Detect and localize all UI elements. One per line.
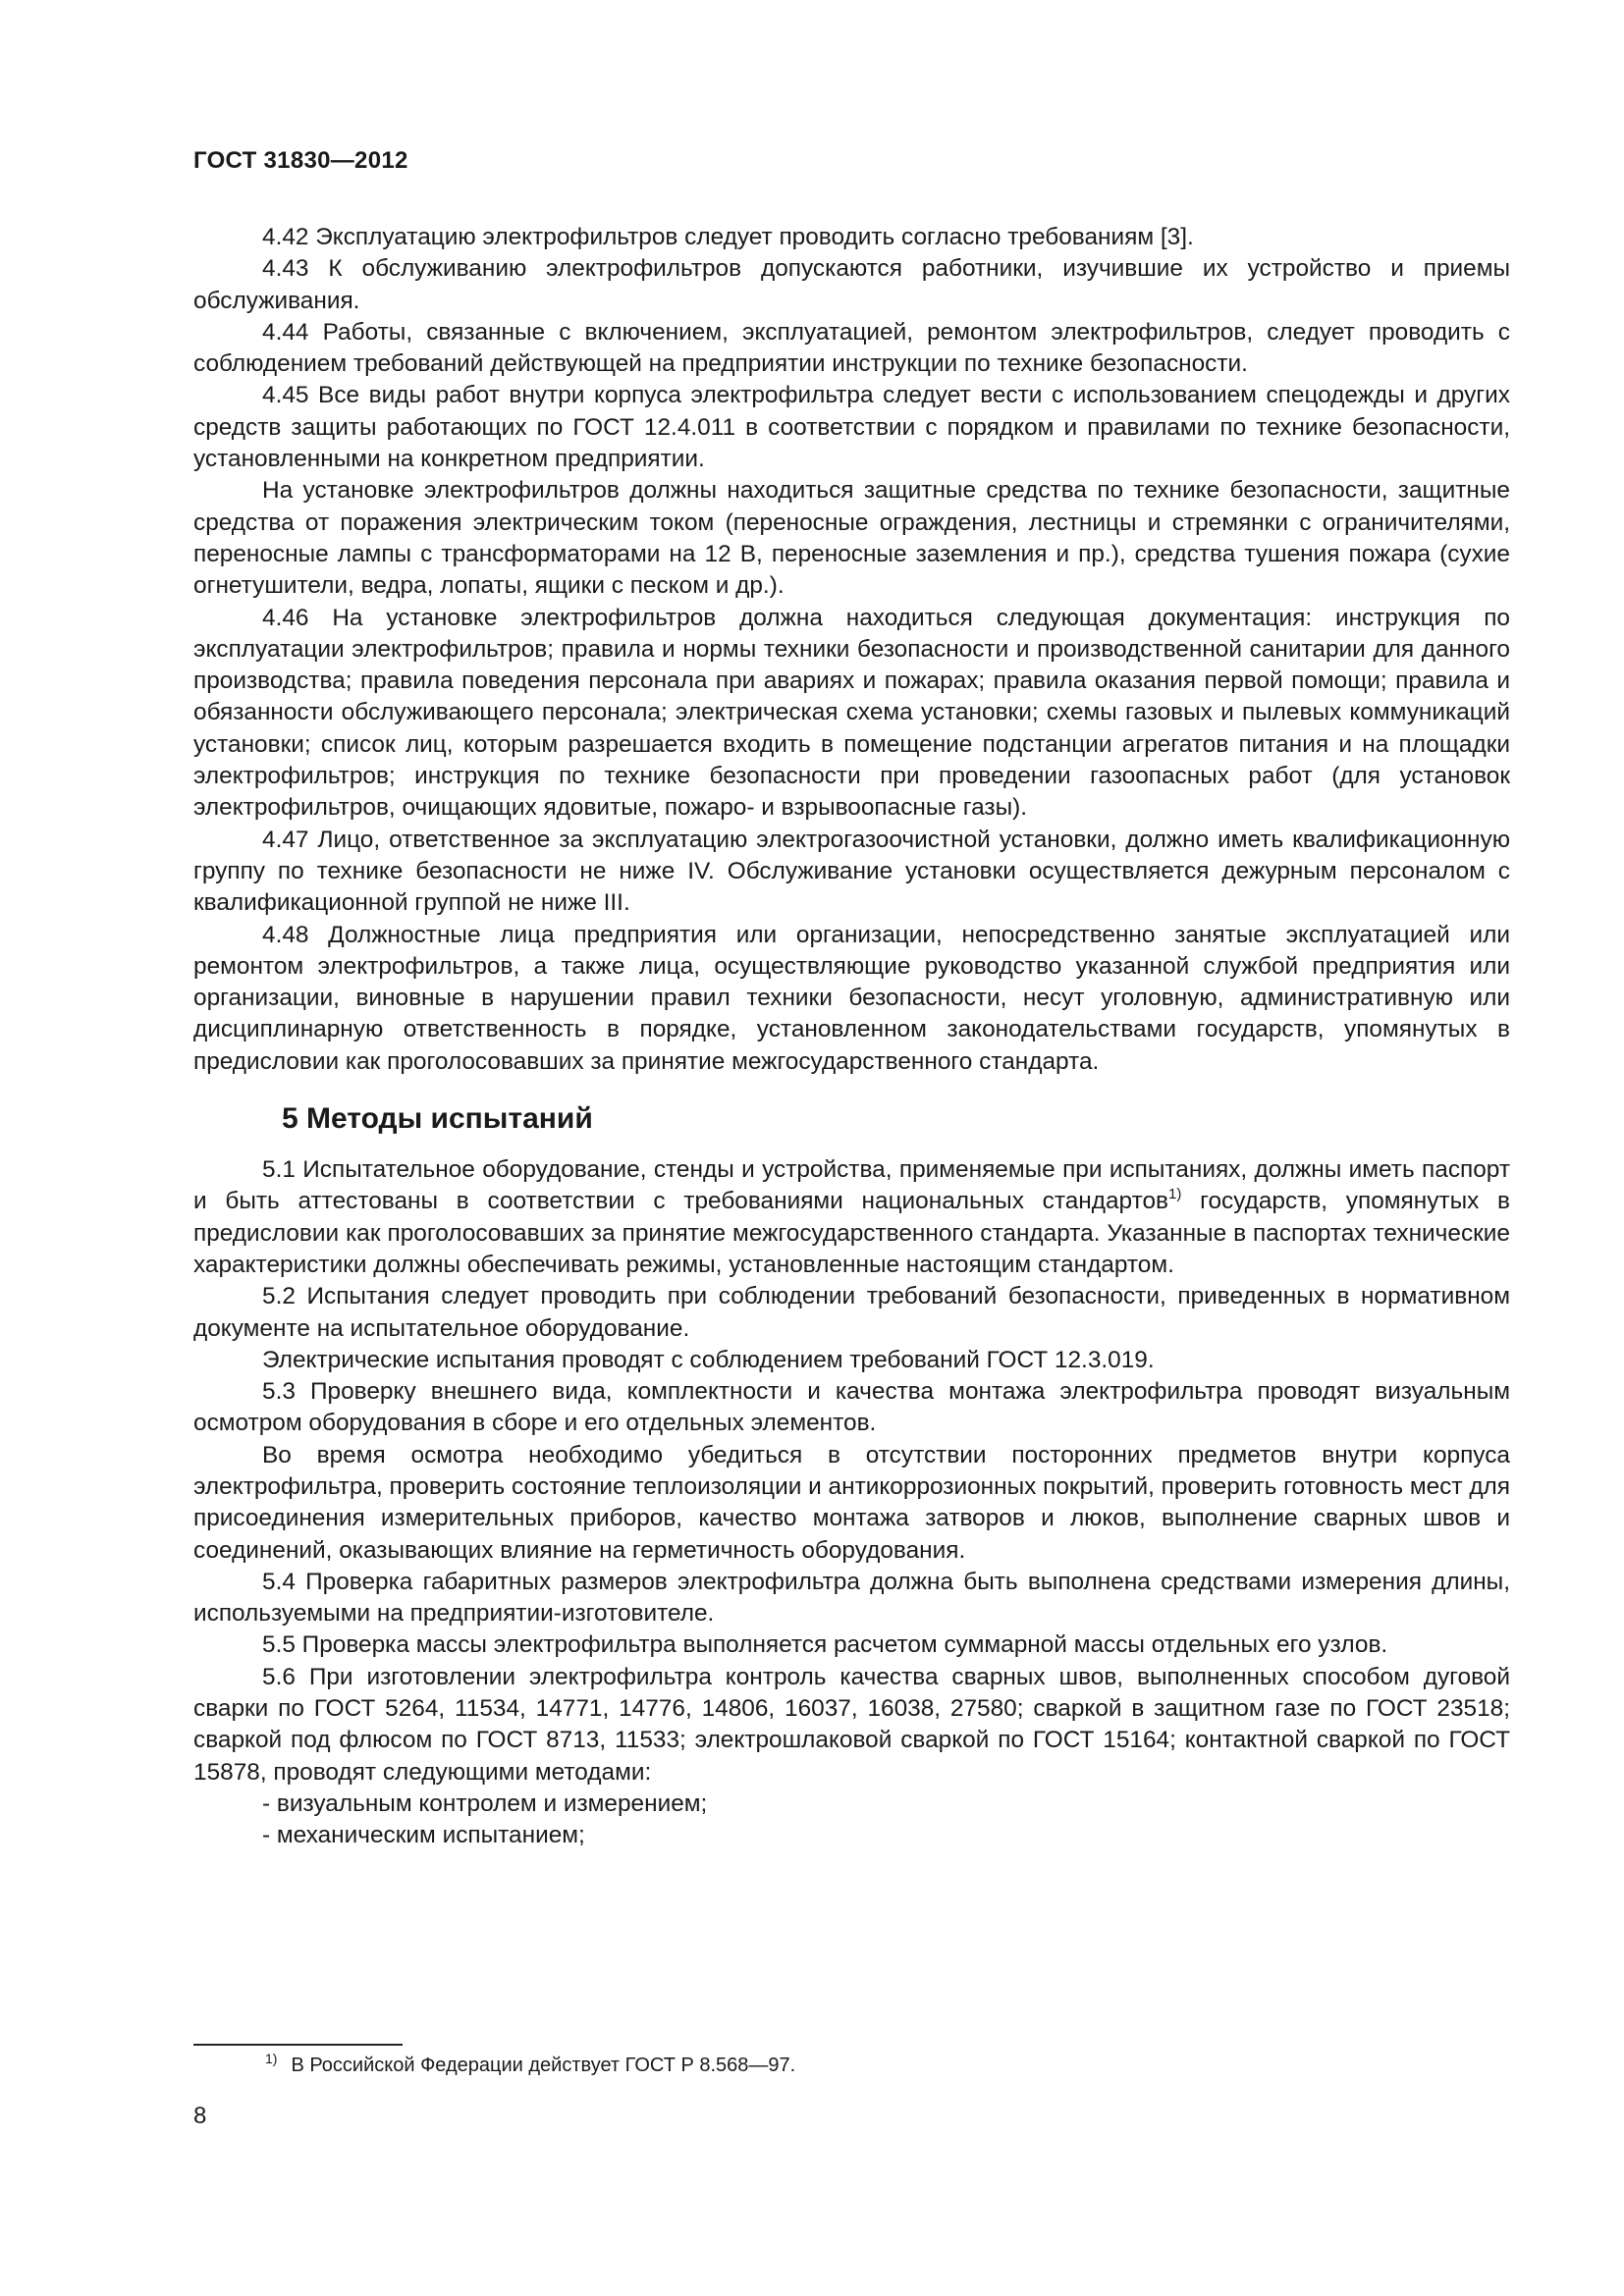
list-item: - визуальным контролем и измерением; — [262, 1789, 708, 1817]
footnote — [265, 2052, 795, 2079]
paragraph-5-1-text-after: государств, упомянутых в предисловии как проголосовавших за принятие межгосударственного стандарта. Указанные в паспортах технические характеристики должны обеспечивать режимы, установленные настоящим стандартом. — [193, 1188, 1511, 1278]
paragraph-4-46: 4.46 На установке электрофильтров должна находиться следующая документация: инструкция по эксплуатации электрофильтров; правила и нормы техники безопасности и производственной санитарии для данного производства; правила поведения персонала при авариях и пожарах; правила оказания первой помощи; правила и обязанности обслуживающего персонала; электрическая схема установки; схемы газовых и пылевых коммуникаций установки; список лиц, которым разрешается входить в помещение подстанции агрегатов питания и на площадки электрофильтров; инструкция по технике безопасности при проведении газоопасных работ (для установок электрофильтров, очищающих ядовитые, пожаро- и взрывоопасные газы). — [193, 604, 1510, 822]
paragraph-5-2-electrical: Электрические испытания проводят с соблюдением требований ГОСТ 12.3.019. — [262, 1346, 1155, 1373]
footnote-mark: 1) — [265, 2051, 278, 2066]
paragraph-5-5: 5.5 Проверка массы электрофильтра выполняется расчетом суммарной массы отдельных его узлов. — [262, 1631, 1388, 1659]
paragraph-5-4: 5.4 Проверка габаритных размеров электрофильтра должна быть выполнена средствами измерения длины, используемыми на предприятии-изготовителе. — [193, 1568, 1510, 1628]
paragraph-5-1 — [193, 1154, 1510, 1281]
paragraph-4-48: 4.48 Должностные лица предприятия или организации, непосредственно занятые эксплуатацией или ремонтом электрофильтров, а также лица, осуществляющие руководство указанной службой предприятия или организации, виновные в нарушении правил техники безопасности, несут уголовную, административную или дисциплинарную ответственность в порядке, установленном законодательствами государств, упомянутых в предисловии как проголосовавших за принятие межгосударственного стандарта. — [193, 921, 1510, 1075]
paragraph-4-42: 4.42 Эксплуатацию электрофильтров следует проводить согласно требованиям [3]. — [262, 224, 1194, 250]
footnote-text: В Российской Федерации действует ГОСТ Р 8.568—97. — [291, 2055, 796, 2076]
paragraph-4-45-protective-means: На установке электрофильтров должны находиться защитные средства по технике безопасности, защитные средства от поражения электрическим током (переносные ограждения, лестницы и стремянки с ограничителями, переносные лампы с трансформаторами на 12 В, переносные заземления и пр.), средства тушения пожара (сухие огнетушители, ведра, лопаты, ящики с песком и др.). — [193, 477, 1510, 600]
footnote-reference: 1) — [1168, 1186, 1182, 1203]
paragraph-5-1-text-before: 5.1 Испытательное оборудование, стенды и устройства, применяемые при испытаниях, должны иметь паспорт и быть аттестованы в соответствии с требованиями национальных стандартов — [193, 1156, 1510, 1215]
paragraph-4-45: 4.45 Все виды работ внутри корпуса электрофильтра следует вести с использованием спецодежды и других средств защиты работающих по ГОСТ 12.4.011 в соответствии с порядком и правилами по технике безопасности, установленными на конкретном предприятии. — [193, 382, 1510, 473]
page-number: 8 — [193, 2103, 207, 2129]
section-title: 5 Методы испытаний — [282, 1102, 593, 1136]
paragraph-5-2: 5.2 Испытания следует проводить при соблюдении требований безопасности, приведенных в нормативном документе на испытательное оборудование. — [193, 1283, 1510, 1342]
document-header: ГОСТ 31830—2012 — [193, 147, 408, 174]
paragraph-4-47: 4.47 Лицо, ответственное за эксплуатацию электрогазоочистной установки, должно иметь квалификационную группу по технике безопасности не ниже IV. Обслуживание установки осуществляется дежурным персоналом с квалификационной группой не ниже III. — [193, 826, 1510, 917]
document-body — [193, 222, 1510, 1852]
footnote-divider — [193, 2044, 403, 2046]
paragraph-5-3: 5.3 Проверку внешнего вида, комплектности и качества монтажа электрофильтра проводят визуальным осмотром оборудования в сборе и его отдельных элементов. — [193, 1378, 1510, 1437]
paragraph-4-44: 4.44 Работы, связанные с включением, эксплуатацией, ремонтом электрофильтров, следует проводить с соблюдением требований действующей на предприятии инструкции по технике безопасности. — [193, 318, 1510, 378]
paragraph-4-43: 4.43 К обслуживанию электрофильтров допускаются работники, изучившие их устройство и приемы обслуживания. — [193, 255, 1510, 314]
paragraph-5-6: 5.6 При изготовлении электрофильтра контроль качества сварных швов, выполненных способом дуговой сварки по ГОСТ 5264, 11534, 14771, 14776, 14806, 16037, 16038, 27580; сваркой в защитном газе по ГОСТ 23518; сваркой под флюсом по ГОСТ 8713, 11533; электрошлаковой сваркой по ГОСТ 15164; контактной сваркой по ГОСТ 15878, проводят следующими методами: — [193, 1663, 1510, 1786]
paragraph-5-3-inspection: Во время осмотра необходимо убедиться в отсутствии посторонних предметов внутри корпуса электрофильтра, проверить состояние теплоизоляции и антикоррозионных покрытий, проверить готовность мест для присоединения измерительных приборов, качество монтажа затворов и люков, выполнение сварных швов и соединений, оказывающих влияние на герметичность оборудования. — [193, 1441, 1510, 1564]
list-item: - механическим испытанием; — [262, 1822, 585, 1849]
